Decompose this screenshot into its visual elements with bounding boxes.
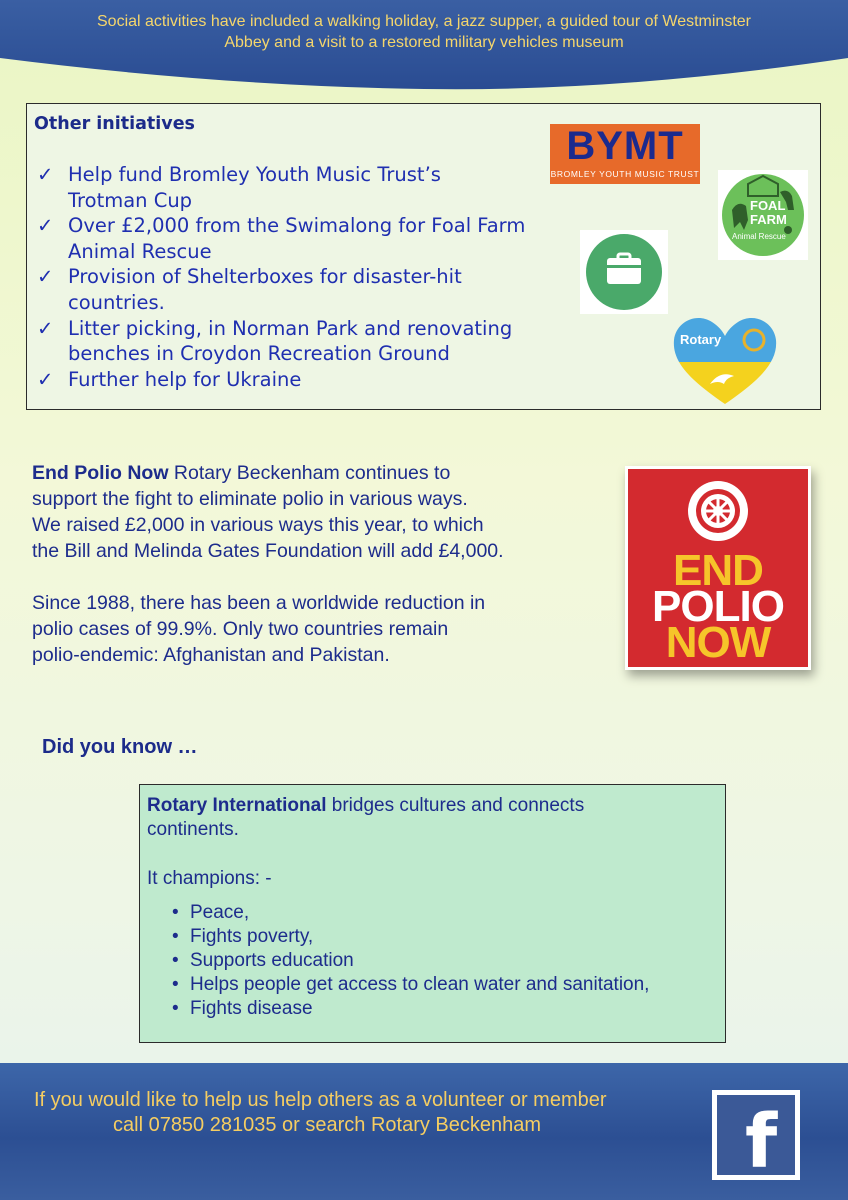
end-polio-paragraph-1 [32, 460, 592, 564]
paragraph-text: Rotary Beckenham continues to [168, 462, 451, 484]
list-item [168, 973, 649, 997]
list-item-text: Fights disease [190, 998, 313, 1019]
list-item-text: Fights poverty, [190, 926, 314, 947]
end-polio-heading: End Polio Now [32, 462, 169, 484]
header-line-1: Social activities have included a walking holiday, a jazz supper, a guided tour of Westminster [97, 13, 751, 30]
footer-line-2: call 07850 281035 or search Rotary Beckenham [113, 1114, 542, 1136]
check-icon: ✓ [37, 367, 54, 391]
header-banner [0, 0, 848, 90]
shelterbox-logo [580, 230, 668, 314]
end-polio-section [32, 460, 592, 668]
list-item-line: Help fund Bromley Youth Music Trust’s [68, 163, 441, 186]
rotary-international-label: Rotary International [147, 795, 327, 816]
facebook-glyph: f [745, 1099, 778, 1185]
footer-line-1: If you would like to help us help others as a volunteer or member [34, 1089, 607, 1111]
list-item [37, 213, 588, 264]
bullet-icon: • [172, 998, 179, 1019]
list-item-line: Further help for Ukraine [68, 367, 302, 391]
bymt-logo-subtitle: BROMLEY YOUTH MUSIC TRUST [550, 169, 700, 179]
foal-farm-text-1: FOAL [750, 198, 786, 213]
initiatives-title: Other initiatives [34, 114, 195, 134]
paragraph-text: bridges cultures and connects [326, 795, 585, 816]
check-icon: ✓ [37, 265, 54, 289]
rotary-heart-text: Rotary [680, 332, 722, 347]
end-polio-logo-line-2: POLIO [652, 582, 784, 631]
list-item-line: Over £2,000 from the Swimalong for Foal Farm [68, 214, 526, 238]
list-item-line: Trotman Cup [68, 188, 193, 212]
list-item-text: Supports education [190, 950, 354, 971]
did-you-know-box [139, 784, 726, 1043]
initiatives-box [26, 103, 821, 410]
champions-label: It champions: - [147, 868, 272, 889]
list-item [168, 925, 649, 949]
foal-farm-logo [718, 170, 808, 260]
check-icon: ✓ [37, 214, 54, 238]
list-item-line: Animal Rescue [68, 239, 212, 263]
bullet-icon: • [172, 902, 179, 923]
bymt-logo-text: BYMT [566, 124, 684, 168]
end-polio-paragraph-2 [32, 590, 592, 668]
list-item [168, 997, 649, 1021]
bullet-icon: • [172, 926, 179, 947]
list-item [168, 901, 649, 925]
check-icon: ✓ [37, 163, 54, 186]
header-line-2: Abbey and a visit to a restored military vehicles museum [224, 34, 624, 51]
champions-list [168, 901, 649, 1021]
facebook-icon[interactable] [712, 1090, 800, 1185]
end-polio-logo-background [628, 469, 808, 667]
paragraph-text: Since 1988, there has been a worldwide reduction in [32, 592, 486, 614]
list-item-text: Helps people get access to clean water and sanitation, [190, 974, 650, 995]
end-polio-logo-line-3: NOW [665, 618, 771, 667]
rotary-ukraine-heart-logo [670, 314, 780, 406]
heart-icon [670, 314, 780, 406]
initiatives-list [37, 162, 588, 392]
list-item [37, 316, 588, 367]
paragraph-text: the Bill and Melinda Gates Foundation will add £4,000. [32, 540, 504, 562]
paragraph-text: continents. [147, 819, 239, 840]
end-polio-now-logo [625, 466, 811, 670]
bullet-icon: • [172, 974, 179, 995]
did-you-know-intro [147, 794, 707, 842]
paragraph-text: polio cases of 99.9%. Only two countries remain [32, 618, 449, 640]
list-item [37, 264, 588, 315]
list-item [168, 949, 649, 973]
list-item-line: Litter picking, in Norman Park and renovating [68, 316, 513, 340]
foal-farm-text-3: Animal Rescue [732, 232, 786, 241]
foal-farm-text-2: FARM [750, 212, 787, 227]
check-icon: ✓ [37, 316, 54, 340]
list-item-line: Provision of Shelterboxes for disaster-hit [68, 265, 462, 289]
list-item [37, 367, 588, 393]
bullet-icon: • [172, 950, 179, 971]
paragraph-text: polio-endemic: Afghanistan and Pakistan. [32, 644, 390, 666]
paragraph-text: support the fight to eliminate polio in various ways. [32, 488, 468, 510]
header-text [0, 11, 848, 53]
end-polio-logo-line-1: END [673, 546, 763, 595]
rotary-wheel-icon [684, 477, 752, 545]
box-icon [580, 230, 668, 314]
facebook-icon-background [717, 1095, 795, 1185]
footer-banner [0, 1063, 848, 1200]
list-item-text: Peace, [190, 902, 250, 923]
list-item-line: benches in Croydon Recreation Ground [68, 342, 450, 366]
bymt-logo [550, 124, 700, 184]
paragraph-text: We raised £2,000 in various ways this year, to which [32, 514, 484, 536]
list-item-line: countries. [68, 290, 165, 314]
list-item [37, 162, 588, 213]
did-you-know-title: Did you know … [42, 736, 198, 758]
